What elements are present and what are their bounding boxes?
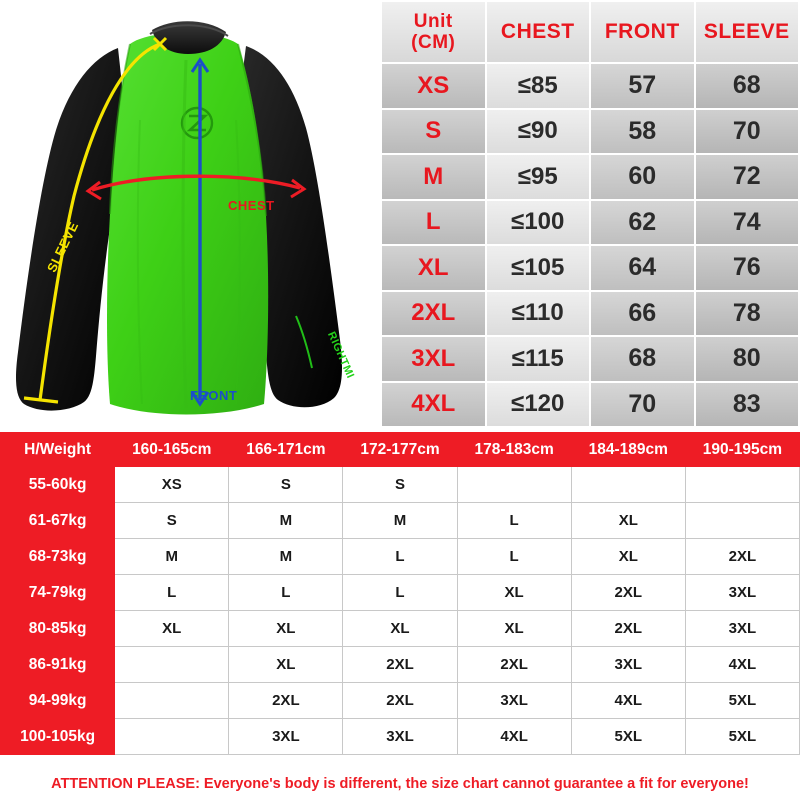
hw-size-cell: 2XL (571, 611, 685, 647)
hw-row (1, 575, 800, 611)
sleeve-cell: 83 (695, 382, 800, 428)
size-table-row (381, 154, 799, 200)
hw-size-cell: XL (115, 611, 229, 647)
sleeve-cell: 74 (695, 200, 800, 246)
hw-size-cell: 2XL (343, 647, 457, 683)
hw-size-cell: M (343, 503, 457, 539)
unit-line-2: (CM) (411, 32, 456, 53)
chest-cell: ≤90 (486, 109, 591, 155)
hw-weight-label: 80-85kg (1, 611, 115, 647)
hw-size-cell: M (229, 503, 343, 539)
size-table-row (381, 63, 799, 109)
hw-size-cell (685, 467, 799, 503)
sleeve-cell: 76 (695, 245, 800, 291)
hw-size-cell: L (343, 575, 457, 611)
front-cell: 57 (590, 63, 695, 109)
size-table-row (381, 382, 799, 428)
hw-size-cell: 2XL (571, 575, 685, 611)
chest-label: CHEST (228, 198, 275, 213)
hw-size-cell: 2XL (343, 683, 457, 719)
height-weight-table (0, 432, 800, 755)
size-table-row (381, 336, 799, 382)
hw-height-header: 166-171cm (229, 433, 343, 467)
front-cell: 66 (590, 291, 695, 337)
chest-cell: ≤95 (486, 154, 591, 200)
hw-row (1, 503, 800, 539)
hw-size-cell: XS (115, 467, 229, 503)
hw-size-cell: S (229, 467, 343, 503)
hw-size-cell (115, 647, 229, 683)
hw-size-cell: XL (229, 647, 343, 683)
hw-size-cell: 2XL (229, 683, 343, 719)
hw-corner-label: H/Weight (1, 433, 115, 467)
unit-line-1: Unit (413, 10, 453, 32)
size-table-front-header: FRONT (590, 1, 695, 63)
size-cell: 4XL (381, 382, 486, 428)
size-table-unit-header (381, 1, 486, 63)
hw-size-cell: XL (457, 611, 571, 647)
size-table-row (381, 200, 799, 246)
hw-size-cell: 3XL (229, 719, 343, 755)
sleeve-cell: 70 (695, 109, 800, 155)
size-cell: L (381, 200, 486, 246)
size-measurement-table (380, 0, 800, 428)
size-table-header-row (381, 1, 799, 63)
hw-row (1, 719, 800, 755)
chest-cell: ≤105 (486, 245, 591, 291)
size-cell: 2XL (381, 291, 486, 337)
hw-size-cell: XL (229, 611, 343, 647)
hw-size-cell: 4XL (457, 719, 571, 755)
hw-row (1, 647, 800, 683)
hw-size-cell: XL (571, 539, 685, 575)
hw-size-cell: 3XL (685, 611, 799, 647)
hw-size-cell: 2XL (685, 539, 799, 575)
hw-size-cell: L (457, 503, 571, 539)
hw-size-cell: XL (457, 575, 571, 611)
size-table-body (381, 63, 799, 427)
sleeve-cell: 80 (695, 336, 800, 382)
sleeve-cell: 78 (695, 291, 800, 337)
front-cell: 62 (590, 200, 695, 246)
hw-size-cell (685, 503, 799, 539)
hw-size-cell: 3XL (343, 719, 457, 755)
hw-size-cell (115, 719, 229, 755)
chest-cell: ≤110 (486, 291, 591, 337)
hw-size-cell: XL (571, 503, 685, 539)
chest-cell: ≤115 (486, 336, 591, 382)
hw-size-cell: 4XL (571, 683, 685, 719)
hw-weight-label: 61-67kg (1, 503, 115, 539)
hw-size-cell: 5XL (685, 719, 799, 755)
size-table-row (381, 245, 799, 291)
hw-weight-label: 55-60kg (1, 467, 115, 503)
hw-row (1, 539, 800, 575)
sleeve-label: SLEEVE (44, 219, 82, 275)
size-cell: XL (381, 245, 486, 291)
hw-size-cell: L (457, 539, 571, 575)
hw-row (1, 467, 800, 503)
size-table-sleeve-header: SLEEVE (695, 1, 800, 63)
hw-size-cell: 5XL (685, 683, 799, 719)
hw-size-cell: L (115, 575, 229, 611)
sleeve-cell: 68 (695, 63, 800, 109)
chest-cell: ≤100 (486, 200, 591, 246)
size-cell: XS (381, 63, 486, 109)
front-cell: 58 (590, 109, 695, 155)
front-cell: 60 (590, 154, 695, 200)
hw-size-cell: XL (343, 611, 457, 647)
hw-height-header: 178-183cm (457, 433, 571, 467)
product-photo (0, 0, 380, 428)
chest-cell: ≤120 (486, 382, 591, 428)
chest-cell: ≤85 (486, 63, 591, 109)
hw-size-cell (457, 467, 571, 503)
hw-size-cell (571, 467, 685, 503)
hw-size-cell: 3XL (457, 683, 571, 719)
front-cell: 68 (590, 336, 695, 382)
height-weight-section (0, 432, 800, 767)
size-table-chest-header: CHEST (486, 1, 591, 63)
hw-size-cell: 5XL (571, 719, 685, 755)
height-weight-body (1, 467, 800, 755)
hw-weight-label: 74-79kg (1, 575, 115, 611)
hw-height-header: 160-165cm (115, 433, 229, 467)
hw-weight-label: 68-73kg (1, 539, 115, 575)
hw-size-cell: M (115, 539, 229, 575)
sleeve-cell: 72 (695, 154, 800, 200)
hw-size-cell: 2XL (457, 647, 571, 683)
hw-weight-label: 100-105kg (1, 719, 115, 755)
hw-size-cell: L (343, 539, 457, 575)
attention-note: ATTENTION PLEASE: Everyone's body is different, the size chart cannot guarantee a fit for everyone! (0, 768, 800, 800)
size-cell: S (381, 109, 486, 155)
hw-row (1, 611, 800, 647)
hw-size-cell: S (343, 467, 457, 503)
hw-size-cell: S (115, 503, 229, 539)
hw-height-header: 190-195cm (685, 433, 799, 467)
hw-row (1, 683, 800, 719)
size-cell: 3XL (381, 336, 486, 382)
hw-size-cell (115, 683, 229, 719)
hw-weight-label: 86-91kg (1, 647, 115, 683)
front-cell: 70 (590, 382, 695, 428)
hw-height-header: 184-189cm (571, 433, 685, 467)
hw-size-cell: 3XL (571, 647, 685, 683)
rash-guard-illustration (0, 0, 380, 428)
hw-size-cell: M (229, 539, 343, 575)
front-cell: 64 (590, 245, 695, 291)
size-cell: M (381, 154, 486, 200)
hw-weight-label: 94-99kg (1, 683, 115, 719)
hw-height-header: 172-177cm (343, 433, 457, 467)
sleeve-brand-text: RIGHTMI (325, 330, 357, 381)
hw-size-cell: 3XL (685, 575, 799, 611)
hw-size-cell: 4XL (685, 647, 799, 683)
height-weight-header-row (1, 433, 800, 467)
size-table-row (381, 109, 799, 155)
hw-size-cell: L (229, 575, 343, 611)
front-label: FRONT (190, 388, 238, 403)
size-table-row (381, 291, 799, 337)
